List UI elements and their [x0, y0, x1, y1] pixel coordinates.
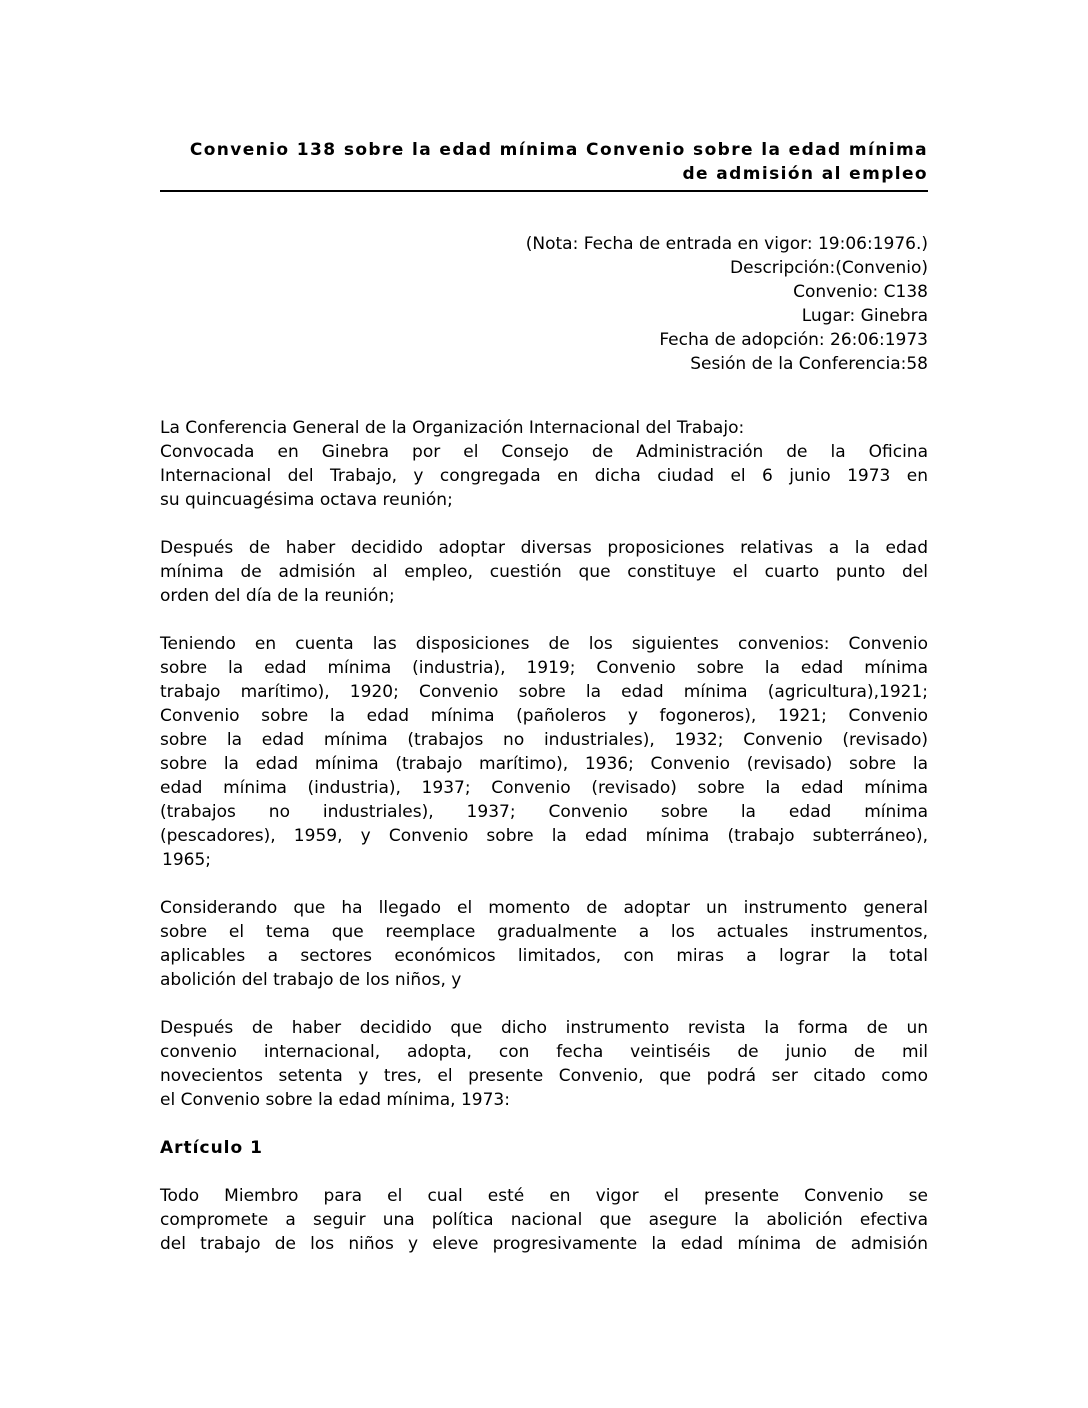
para3-line-4: Convenio sobre la edad mínima (pañoleros y fogoneros), 1921; Convenio	[160, 706, 928, 726]
para2-line-3: orden del día de la reunión;	[160, 586, 395, 606]
para3-line-10: 1965;	[162, 850, 211, 870]
title-line-1: Convenio 138 sobre la edad mínima Convenio sobre la edad mínima	[189, 140, 928, 160]
para4-line-3: aplicables a sectores económicos limitados, con miras a lograr la total	[160, 946, 928, 966]
meta-nota: (Nota: Fecha de entrada en vigor: 19:06:1976.)	[525, 234, 928, 254]
paragraph-4	[160, 896, 928, 992]
meta-lugar: Lugar: Ginebra	[801, 306, 928, 326]
para4-line-1: Considerando que ha llegado el momento de adoptar un instrumento general	[160, 898, 928, 918]
para5-line-1: Después de haber decidido que dicho instrumento revista la forma de un	[160, 1018, 928, 1038]
para5-line-4: el Convenio sobre la edad mínima, 1973:	[160, 1090, 510, 1110]
document-title	[160, 138, 928, 192]
para3-line-6: sobre la edad mínima (trabajo marítimo), 1936; Convenio (revisado) sobre la	[160, 754, 928, 774]
para4-line-4: abolición del trabajo de los niños, y	[160, 970, 462, 990]
meta-fecha-adopcion: Fecha de adopción: 26:06:1973	[659, 330, 928, 350]
para2-line-2: mínima de admisión al empleo, cuestión que constituye el cuarto punto del	[160, 562, 928, 582]
para3-line-3: trabajo marítimo), 1920; Convenio sobre la edad mínima (agricultura),1921;	[160, 682, 928, 702]
para2-line-1: Después de haber decidido adoptar diversas proposiciones relativas a la edad	[160, 538, 928, 558]
article-1-paragraph	[160, 1184, 928, 1256]
para3-line-9: (pescadores), 1959, y Convenio sobre la edad mínima (trabajo subterráneo),	[160, 826, 928, 846]
paragraph-5	[160, 1016, 928, 1112]
paragraph-2	[160, 536, 928, 608]
para4-line-2: sobre el tema que reemplace gradualmente a los actuales instrumentos,	[160, 922, 928, 942]
para3-line-1: Teniendo en cuenta las disposiciones de los siguientes convenios: Convenio	[160, 634, 928, 654]
article1-line-3: del trabajo de los niños y eleve progresivamente la edad mínima de admisión	[160, 1234, 928, 1254]
intro-line-2: Convocada en Ginebra por el Consejo de Administración de la Oficina	[160, 442, 928, 462]
meta-descripcion: Descripción:(Convenio)	[730, 258, 928, 278]
document-page	[160, 138, 928, 1280]
document-body	[160, 416, 928, 1256]
meta-sesion: Sesión de la Conferencia:58	[690, 354, 928, 374]
intro-line-4: su quincuagésima octava reunión;	[160, 490, 453, 510]
article1-line-1: Todo Miembro para el cual esté en vigor el presente Convenio se	[160, 1186, 928, 1206]
intro-paragraph	[160, 416, 928, 512]
meta-convenio: Convenio: C138	[793, 282, 928, 302]
para3-line-7: edad mínima (industria), 1937; Convenio (revisado) sobre la edad mínima	[160, 778, 928, 798]
intro-line-1: La Conferencia General de la Organización Internacional del Trabajo:	[160, 418, 745, 438]
intro-line-3: Internacional del Trabajo, y congregada en dicha ciudad el 6 junio 1973 en	[160, 466, 928, 486]
para5-line-2: convenio internacional, adopta, con fecha veintiséis de junio de mil	[160, 1042, 928, 1062]
para3-line-2: sobre la edad mínima (industria), 1919; Convenio sobre la edad mínima	[160, 658, 928, 678]
para3-line-8: (trabajos no industriales), 1937; Convenio sobre la edad mínima	[160, 802, 928, 822]
metadata-block	[160, 232, 928, 376]
article-1-heading: Artículo 1	[160, 1138, 263, 1158]
article1-line-2: compromete a seguir una política nacional que asegure la abolición efectiva	[160, 1210, 928, 1230]
para5-line-3: novecientos setenta y tres, el presente Convenio, que podrá ser citado como	[160, 1066, 928, 1086]
para3-line-5: sobre la edad mínima (trabajos no industriales), 1932; Convenio (revisado)	[160, 730, 928, 750]
paragraph-3	[160, 632, 928, 872]
title-line-2: de admisión al empleo	[682, 164, 928, 184]
